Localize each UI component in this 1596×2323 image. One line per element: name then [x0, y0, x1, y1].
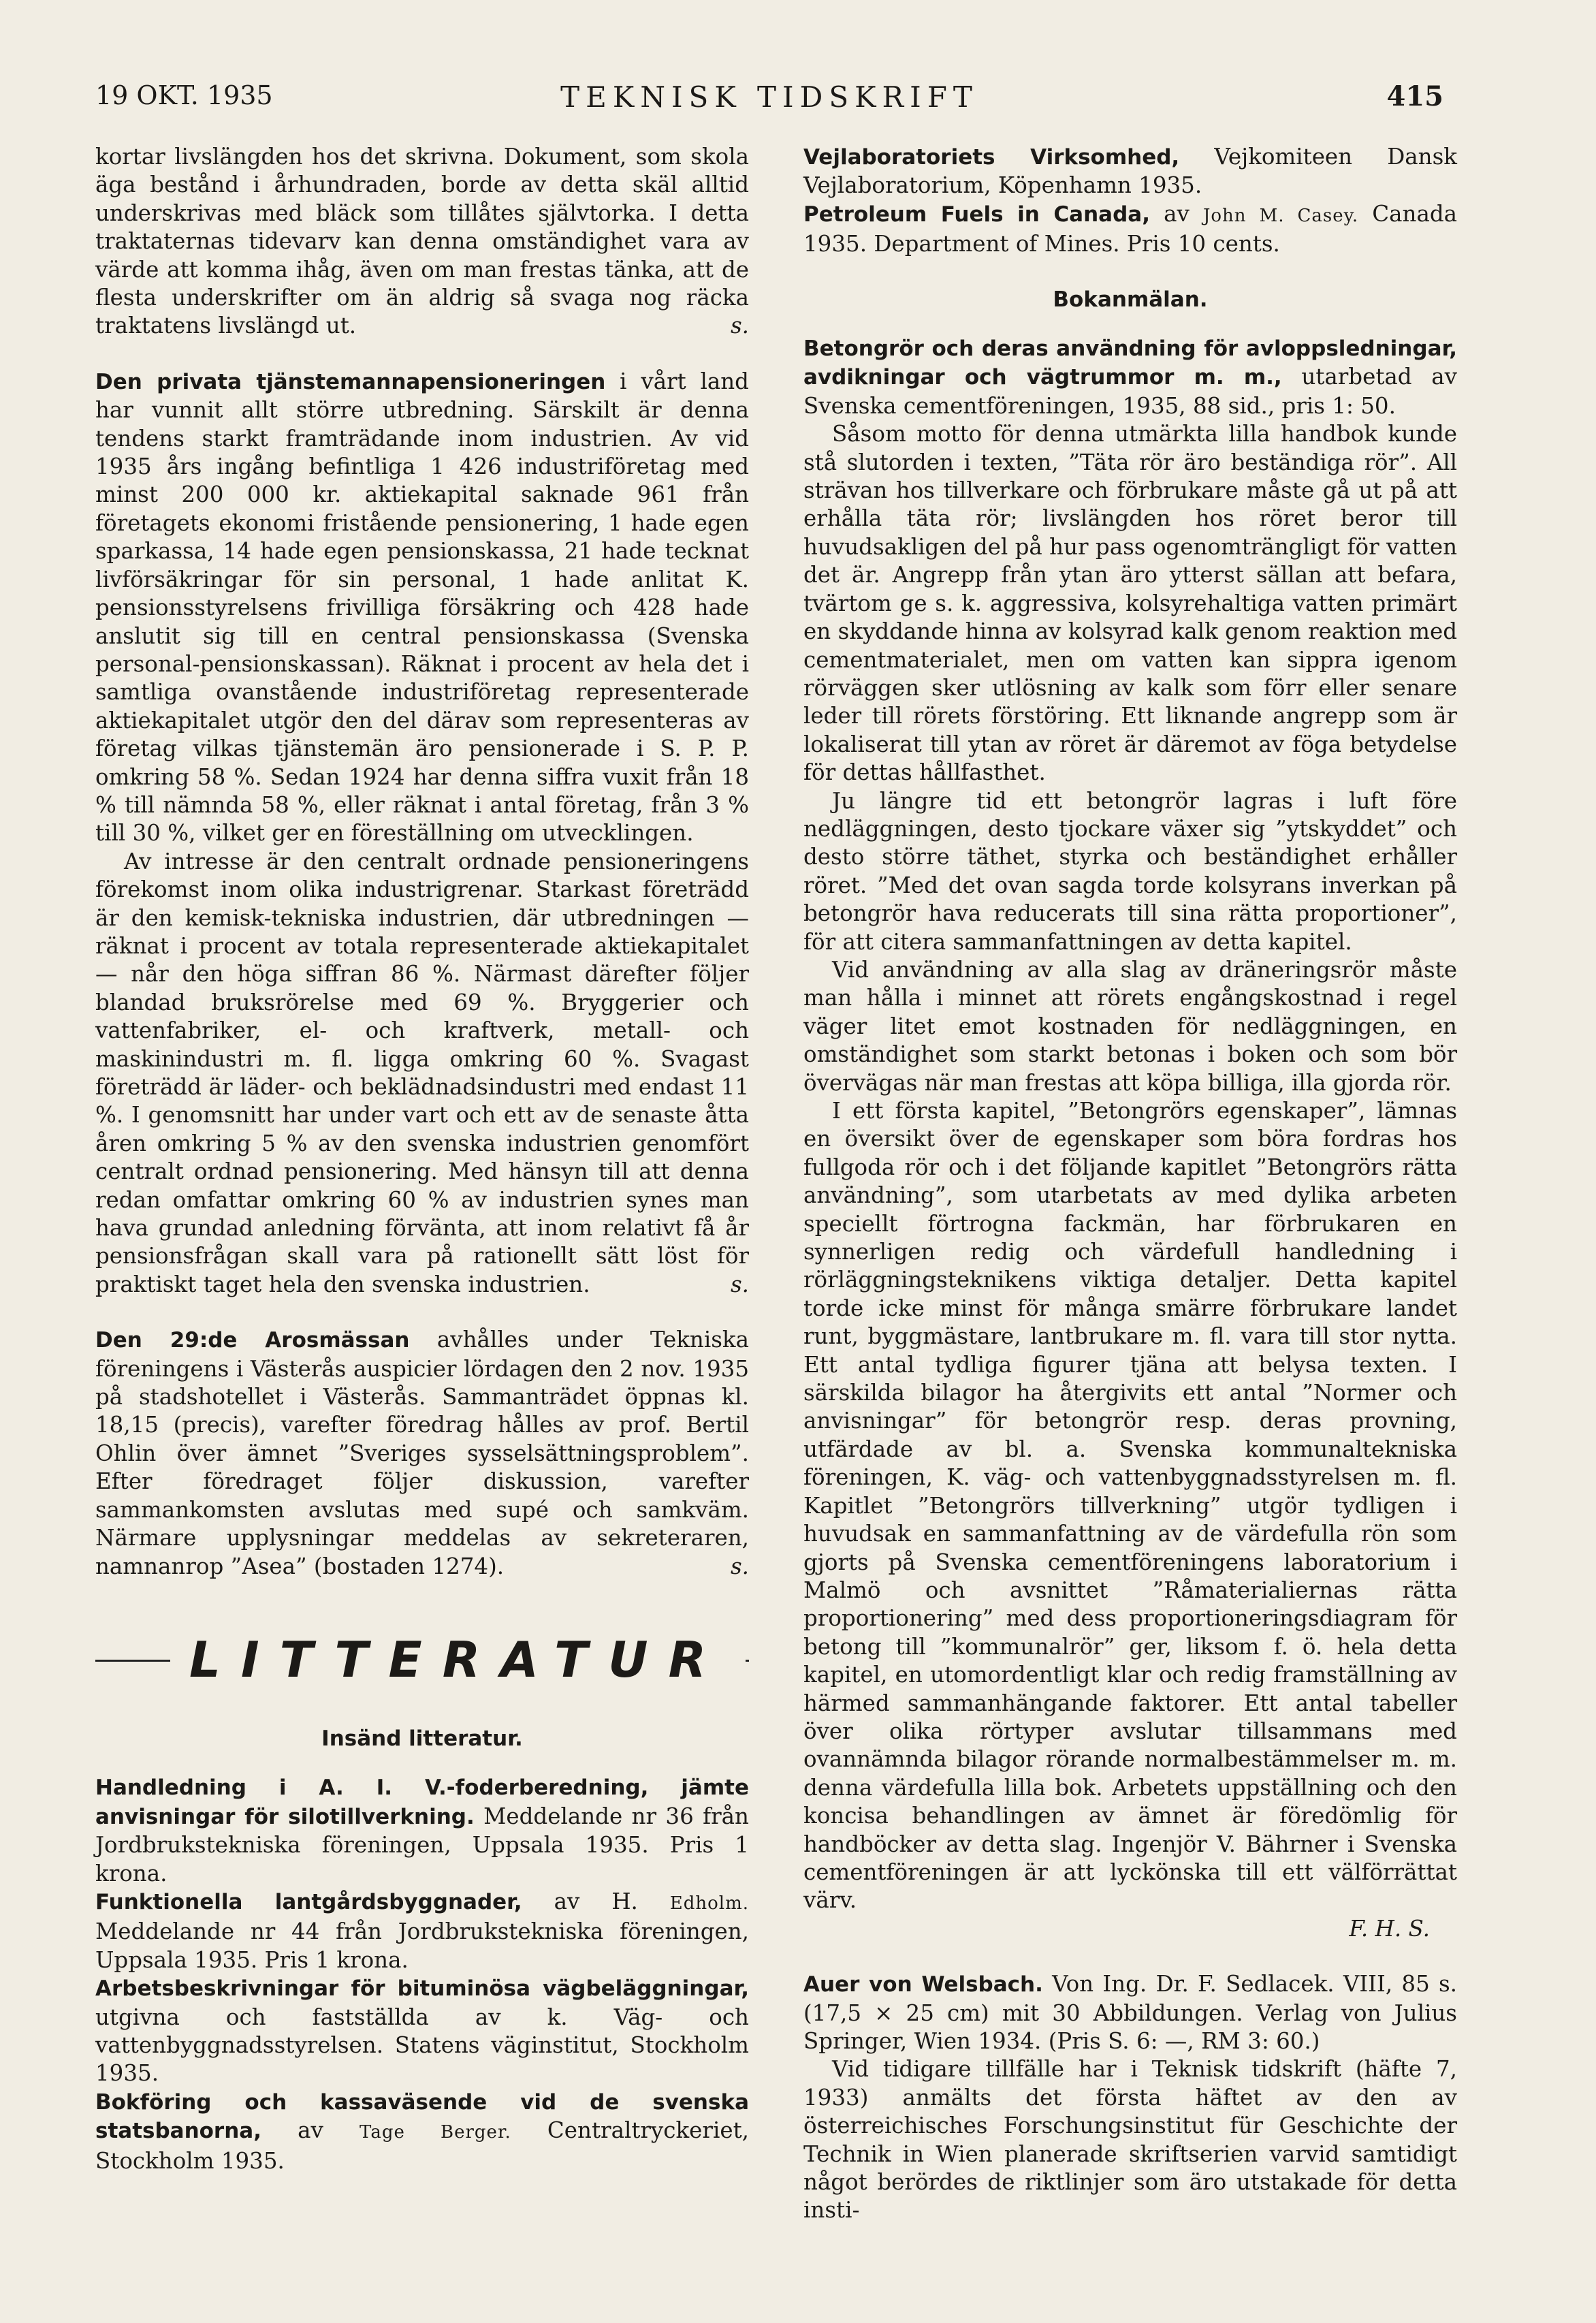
review-title: Betongrör och deras användning för avloppsledningar, avdikningar och vägtrummor m. m.,	[803, 336, 1457, 390]
article-paragraph	[95, 848, 749, 1299]
entry-text: av	[1149, 200, 1203, 227]
author-signature: s.	[730, 1553, 749, 1579]
entry-author: Tage Berger.	[360, 2122, 511, 2143]
paragraph-text: Av intresse är den centralt ordnade pensioneringens förekomst inom olika industrigrenar. Starkast företrädd är den kemisk-tekniska industrien, där utbredningen — räknat i procent av totala representerade aktiekapitalet — når den höga siffran 86 %. Närmast därefter följer blandad bruksrörelse med 69 %. Bryggerier och vattenfabriker, el- och kraftverk, metall- och maskinindustri m. fl. ligga omkring 60 %. Svagast företrädd är läder- och beklädnadsindustri med endast 11 %. I genomsnitt har under vart och ett av de senaste åtta åren omkring 5 % av den svenska industrien genomfört centralt ordnad pensionering. Med hänsyn till att denna redan omfattar omkring 60 % av industrien synes man hava grundad anledning förvänta, att inom relativt få år pensionsfrågan skall vara på rationellt sätt löst för praktiskt taget hela den svenska industrien.	[95, 848, 749, 1297]
article-pension	[95, 368, 749, 848]
paragraph-text: kortar livslängden hos det skrivna. Dokument, som skola äga bestånd i århundraden, borde av detta skäl alltid underskrivas med bläck som tillåtes självtorka. I detta traktaternas tidevarv kan denna omständighet vara av värde att komma ihåg, även om man frestas tänka, att de flesta underskrifter om än aldrig så svaga nog räcka traktatens livslängd ut.	[95, 144, 749, 339]
page-number: 415	[1386, 80, 1443, 112]
journal-title: TEKNISK TIDSKRIFT	[560, 80, 978, 114]
issue-date: 19 OKT. 1935	[95, 80, 273, 110]
entry-text: av H.	[522, 1888, 670, 1914]
literature-entry	[803, 143, 1457, 200]
entry-author: John M. Casey.	[1202, 205, 1359, 226]
right-column	[803, 143, 1457, 2225]
paragraph-text: i vårt land har vunnit allt större utbredning. Särskilt är denna tendens starkt framträdande inom industrien. Av vid 1935 års ingång befintliga 1 426 industriföretag med minst 200 000 kr. aktiekapital saknade 961 från företagets ekonomi fristående pensionering, 1 hade egen sparkassa, 14 hade egen pensionskassa, 21 hade tecknat livförsäkringar för sin personal, 1 hade anlitat K. pensionsstyrelsens frivilliga försäkring och 428 hade anslutit sig till en central pensionskassa (Svenska personal-pensionskassan). Räknat i procent av hela det i samtliga ovanstående industriföretag representerade aktiekapitalet utgör den del därav som representeras av företag vilkas tjänstemän äro pensionerade i S. P. P. omkring 58 %. Sedan 1924 har denna siffra vuxit från 18 % till nämnda 58 %, eller räknat i antal företag, från 3 % till 30 %, vilket ger en föreställning om utvecklingen.	[95, 368, 749, 847]
literature-entry	[803, 200, 1457, 259]
left-column	[95, 143, 749, 2175]
author-signature: s.	[730, 313, 749, 339]
article-heading: Den 29:de Arosmässan	[95, 1328, 410, 1353]
paragraph-text: avhålles under Tekniska föreningens i Västerås auspicier lördagen den 2 nov. 1935 på stadshotellet i Västerås. Sammanträdet öppnas kl. 18,15 (precis), varefter föredrag hålles av prof. Bertil Ohlin över ämnet ”Sveriges sysselsättningsproblem”. Efter föredraget följer diskussion, varefter sammankomsten avslutas med supé och samkväm. Närmare upplysningar meddelas av sekreteraren, namnanrop ”Asea” (bostaden 1274).	[95, 1327, 749, 1579]
review-heading	[803, 334, 1457, 420]
entry-title: Funktionella lantgårdsbyggnader,	[95, 1889, 522, 1914]
article-continuation	[95, 143, 749, 341]
entry-text: Canada 1935. Department of Mines. Pris 10 cents.	[803, 200, 1458, 257]
author-signature: s.	[730, 1271, 749, 1297]
review-signature: F. H. S.	[1349, 1915, 1430, 1942]
entry-text: utgivna och fastställda av k. Väg- och vattenbyggnadsstyrelsen. Statens väginstitut, Stockholm 1935.	[95, 2004, 749, 2087]
entry-text: Meddelande nr 44 från Jordbrukstekniska föreningen, Uppsala 1935. Pris 1 krona.	[95, 1918, 749, 1973]
entry-author: Edholm.	[669, 1893, 749, 1914]
article-heading: Den privata tjänstemannapensioneringen	[95, 369, 606, 394]
subsection-title: Insänd litteratur.	[321, 1726, 523, 1751]
review-details: utarbetad av Svenska cementföreningen, 1935, 88 sid., pris 1: 50.	[803, 364, 1457, 419]
entry-title: Arbetsbeskrivningar för bituminösa vägbeläggningar,	[95, 1976, 749, 2002]
entry-text: Centraltryckeriet, Stockholm 1935.	[95, 2117, 749, 2174]
review-paragraph: Vid tidigare tillfälle har i Teknisk tidskrift (häfte 7, 1933) anmälts det första häftet av den av österreichisches Forschungsinstitut für Geschichte der Technik in Wien planerade skriftserien varvid samtidigt något berördes de riktlinjer som äro utstakade för detta insti-	[803, 2056, 1457, 2224]
review-title: Auer von Welsbach.	[803, 1972, 1043, 1997]
entry-title: Bokföring och kassaväsende vid de svenska statsbanorna,	[95, 2089, 749, 2144]
article-arosmassan	[95, 1326, 749, 1581]
review-details: Von Ing. Dr. F. Sedlacek. VIII, 85 s. (17,5 × 25 cm) mit 30 Abbildungen. Verlag von Julius Springer, Wien 1934. (Pris S. 6: —, RM 3: 60.)	[803, 1971, 1457, 2054]
entry-title: Petroleum Fuels in Canada,	[803, 202, 1150, 227]
entry-title: Vejlaboratoriets Virksomhed,	[803, 145, 1180, 170]
section-title: LITTERATUR	[170, 1631, 746, 1688]
section-banner	[95, 1622, 749, 1698]
review-paragraph: I ett första kapitel, ”Betongrörs egenskaper”, lämnas en översikt över de egenskaper som böra fordras hos fullgoda rör och i det följande kapitlet ”Betongrörs rätta användning”, som utarbetats av med dylika arbeten speciellt förtrogna fackmän, har förbrukaren en synnerligen redig och värdefull handledning i rörläggningsteknikens viktiga detaljer. Detta kapitel torde icke minst för många smärre förbrukare landet runt, byggmästare, lantbrukare m. fl. vara till stor nytta. Ett antal tydliga figurer tjäna att belysa texten. I särskilda bilagor ha återgivits ett antal ”Normer och anvisningar” för betongrör resp. deras provning, utfärdade av bl. a. Svenska kommunaltekniska föreningen, K. väg- och vattenbyggnadsstyrelsen m. fl. Kapitlet ”Betongrörs tillverkning” utgör tydligen i huvudsak en sammanfattning av de värdefulla rön som gjorts på Svenska cementföreningens laboratorium i Malmö och avsnittet ”Råmaterialiernas rätta proportionering” med dess proportioneringsdiagram för betong till ”kommunalrör” ger, liksom f. ö. hela detta kapitel, en utomordentligt klar och redig framställning av härmed sammanhängande faktorer. Ett antal tabeller över olika rörtyper avslutar tillsammans med ovannämnda bilagor rörande normalbestämmelser m. m. denna värdefulla lilla bok. Arbetets uppställning och den koncisa behandlingen av ämnet är föredömlig för handböcker av detta slag. Ingenjör V. Bährner i Svenska cementföreningen är att lyckönska till ett välförrättat värv.	[803, 1098, 1457, 1914]
review-paragraph: Såsom motto för denna utmärkta lilla handbok kunde stå slutorden i texten, ”Täta rör äro beständiga rör”. All strävan hos tillverkare och förbrukare måste gå ut på att erhålla täta rör; livslängden hos röret beror till huvudsakligen del på hur pass ogenomträngligt för vatten det är. Angrepp från ytan äro ytterst sällan att befara, tvärtom ge s. k. aggressiva, kolsyrehaltiga vatten primärt en skyddande hinna av kolsyrad kalk genom reaktion med cementmaterialet, men om vatten kan sippra igenom rörväggen sker utlösning av kalk som förr eller senare leder till rörets förstöring. Ett liknande angrepp som är lokaliserat till ytan av röret är däremot av föga betydelse för dettas hållfasthet.	[803, 421, 1457, 786]
subsection-title: Bokanmälan.	[1053, 287, 1208, 312]
page-header	[95, 80, 1443, 121]
literature-entry	[95, 1773, 749, 1888]
literature-entry	[95, 1974, 749, 2088]
review-paragraph: Ju längre tid ett betongrör lagras i luft före nedläggningen, desto tjockare växer sig ”ytskyddet” och desto större täthet, styrka och beständighet erhåller röret. ”Med det ovan sagda torde kolsyrans inverkan på betongrör hava reducerats till sina rätta proportioner”, för att citera sammanfattningen av detta kapitel.	[803, 787, 1457, 955]
entry-title: Handledning i A. I. V.-foderberedning, jämte anvisningar för silotillverkning.	[95, 1775, 749, 1829]
literature-entry	[95, 1888, 749, 1974]
entry-text: Vejkomiteen Dansk Vejlaboratorium, Köpenhamn 1935.	[803, 144, 1457, 199]
entry-text: av	[261, 2117, 360, 2144]
review-heading	[803, 1970, 1457, 2055]
literature-entry	[95, 2088, 749, 2175]
review-paragraph: Vid användning av alla slag av dräneringsrör måste man hålla i minnet att rörets engångskostnad i regel väger litet emot kostnaden för nedläggningen, en omständighet som starkt betonas i boken och som bör övervägas när man frestas att köpa billiga, illa gjorda rör.	[803, 956, 1457, 1096]
entry-text: Meddelande nr 36 från Jordbrukstekniska föreningen, Uppsala 1935. Pris 1 krona.	[95, 1803, 749, 1886]
